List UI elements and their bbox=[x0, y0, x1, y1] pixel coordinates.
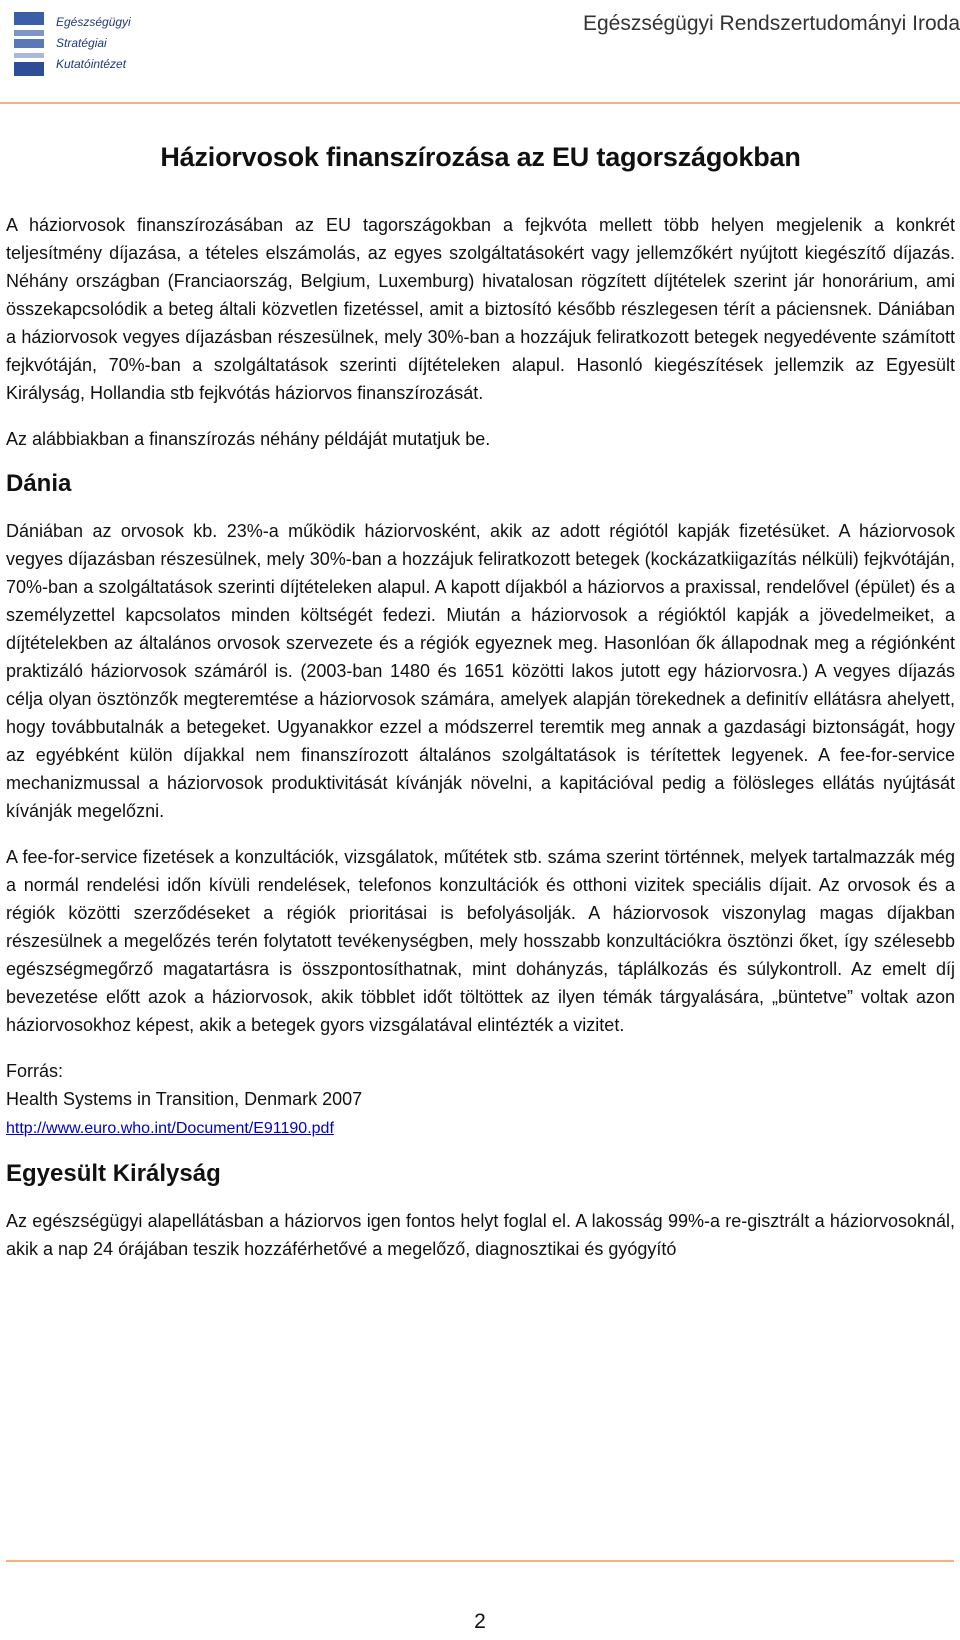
institute-name: Egészségügyi Rendszertudományi Iroda bbox=[582, 12, 960, 35]
source-block bbox=[6, 1057, 955, 1143]
logo-mark-icon bbox=[12, 8, 46, 82]
denmark-paragraph-1: Dániában az orvosok kb. 23%-a működik háziorvosként, akik az adott régiótól kapják fizetésüket. A háziorvosok vegyes díjazásban részesülnek, mely 30%-ban a hozzájuk feliratkozott betegek (kockázatkiigazítás nélküli) fejkvótáján, 70%-ban a szolgáltatások szerinti díjtételeken alapul. A kapott díjakból a háziorvos a praxissal, rendelővel (épület) és a személyzettel kapcsolatos minden költségét fedezi. Miután a háziorvosok a régióktól kapják a jövedelmeiket, a díjtételekben az általános orvosok szervezete és a régiók egyeznek meg. Hasonlóan ők állapodnak meg a régiónként praktizáló háziorvosok számáról is. (2003-ban 1480 és 1651 közötti lakos jutott egy háziorvosra.) A vegyes díjazás célja olyan ösztönzők megteremtése a háziorvosok számára, amelyek alapján törekednek a definitív ellátásra ahelyett, hogy továbbutalnák a betegeket. Ugyanakkor ezzel a módszerrel teremtik meg annak a gazdasági biztonságát, hogy az egyébként külön díjakkal nem finanszírozott általános szolgáltatások is térítettek legyenek. A fee-for-service mechanizmussal a háziorvosok produktivitását kívánják növelni, a kapitációval pedig a fölösleges ellátás nyújtását kívánják megelőzni. bbox=[6, 521, 955, 821]
intro-paragraph: A háziorvosok finanszírozásában az EU tagországokban a fejkvóta mellett több helyen megjelenik a konkrét teljesítmény díjazása, a tételes elszámolás, az egyes szolgáltatásokért vagy jellemzőkért nyújtott kiegészítő díjazás. Néhány országban (Franciaország, Belgium, Luxemburg) hivatalosan rögzített díjtételek szerint jár honorárium, ami összekapcsolódik a beteg általi közvetlen fizetéssel, amit a biztosító később részlegesen térít a páciensnek. Dániában a háziorvosok vegyes díjazásban részesülnek, mely 30%-ban a hozzájuk feliratkozott betegek negyedévente számított fejkvótáján, 70%-ban a szolgáltatások szerinti díjtételeken alapul. Hasonló kiegészítések jellemzik az Egyesült Királyság, Hollandia stb fejkvótás háziorvos finanszírozását. bbox=[6, 215, 955, 403]
section-heading-denmark: Dánia bbox=[6, 470, 72, 497]
footer-divider bbox=[6, 1560, 954, 1562]
uk-paragraph-1: Az egészségügyi alapellátásban a háziorvos igen fontos helyt foglal el. A lakosság 99%-a re-gisztrált a háziorvosoknál, akik a nap 24 órájában teszik hozzáférhetővé a megelőző, diagnosztikai és gyógyító bbox=[6, 1211, 955, 1259]
source-title: Health Systems in Transition, Denmark 2007 bbox=[6, 1089, 363, 1109]
source-label: Forrás: bbox=[6, 1061, 64, 1081]
intro-lead-in: Az alábbiakban a finanszírozás néhány példáját mutatjuk be. bbox=[6, 429, 491, 449]
source-link[interactable]: http://www.euro.who.int/Document/E91190.pdf bbox=[6, 1120, 334, 1137]
section-heading-uk: Egyesült Királyság bbox=[6, 1160, 221, 1187]
page-header bbox=[0, 0, 960, 106]
header-divider bbox=[0, 102, 960, 104]
page-number: 2 bbox=[474, 1610, 486, 1633]
denmark-paragraph-2: A fee-for-service fizetések a konzultációk, vizsgálatok, műtétek stb. száma szerint történnek, melyek tartalmazzák még a normál rendelési időn kívüli rendelések, telefonos konzultációk és otthoni vizitek speciális díjait. Az orvosok és a régiók közötti szerződéseket a régiók prioritásai is befolyásolják. A háziorvosok viszonylag magas díjakban részesülnek a megelőzés terén folytatott tevékenységben, mely hosszabb konzultációkra ösztönzi őket, így szélesebb egészségmegőrző magatartásra is összpontosíthatnak, mint dohányzás, táplálkozás és súlykontroll. Az emelt díj bevezetése előtt azok a háziorvosok, akik többlet időt töltöttek az ilyen témák tárgyalására, „büntetve” voltak azon háziorvosokhoz képest, akik a betegek gyors vizsgálatával elintézték a vizitet. bbox=[6, 847, 955, 1035]
document-title: Háziorvosok finanszírozása az EU tagországokban bbox=[160, 142, 801, 172]
institute-logo bbox=[12, 8, 162, 82]
document-body bbox=[6, 142, 955, 1263]
logo-wordmark: Egészségügyi Stratégiai Kutatóintézet bbox=[56, 15, 131, 71]
